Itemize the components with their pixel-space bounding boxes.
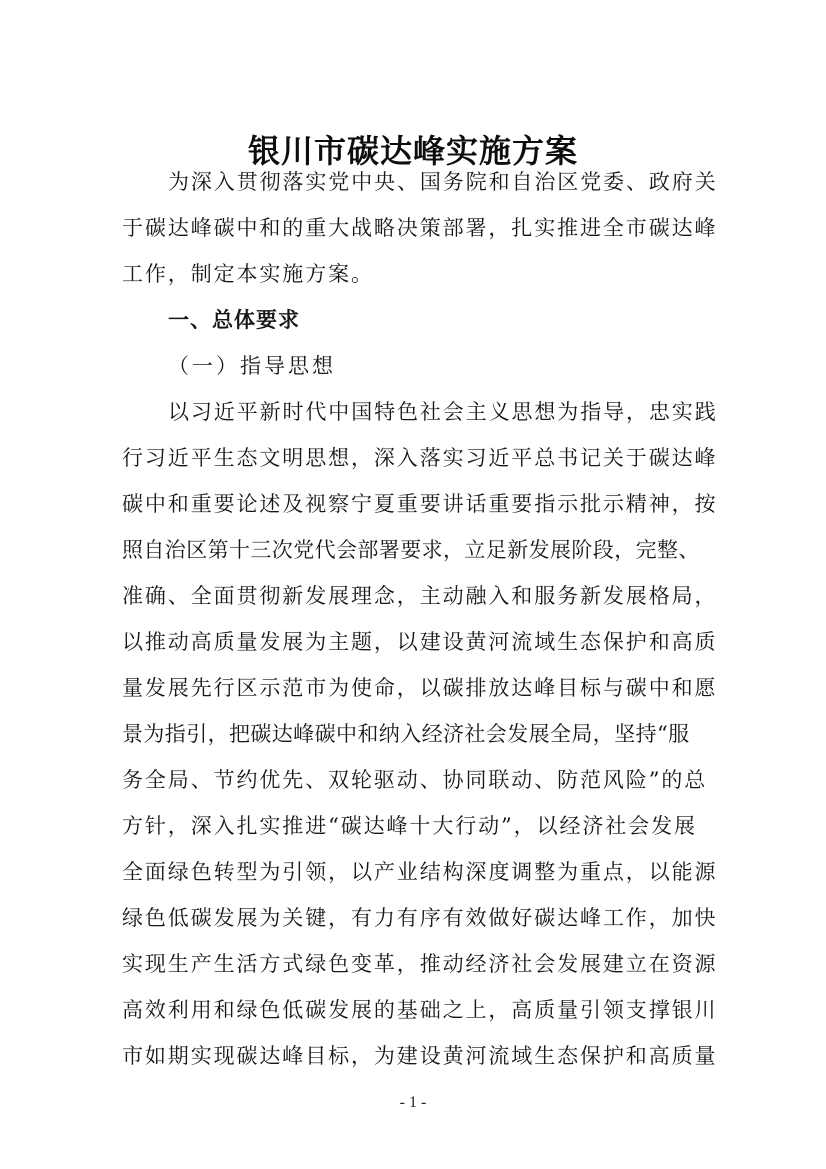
text-line: 市如期实现碳达峰目标，为建设黄河流域生态保护和高质量	[122, 1044, 718, 1068]
text-line: 工作，制定本实施方案。	[122, 262, 374, 286]
section-heading: 一、总体要求	[168, 308, 300, 332]
text-line: 于碳达峰碳中和的重大战略决策部署，扎实推进全市碳达峰	[122, 216, 718, 240]
text-line: 碳中和重要论述及视察宁夏重要讲话重要指示批示精神，按	[122, 492, 718, 516]
page-number: - 1 -	[399, 1094, 427, 1111]
text-line: 量发展先行区示范市为使命，以碳排放达峰目标与碳中和愿	[122, 676, 718, 700]
text-line: 景为指引，把碳达峰碳中和纳入经济社会发展全局，坚持“服	[122, 722, 690, 746]
intro-paragraph	[122, 159, 718, 297]
guiding-ideology-paragraph	[122, 389, 718, 1079]
text-line: 务全局、节约优先、双轮驱动、协同联动、防范风险”的总	[122, 768, 708, 792]
text-line: 方针，深入扎实推进“碳达峰十大行动”，以经济社会发展	[122, 814, 697, 838]
text-line: 行习近平生态文明思想，深入落实习近平总书记关于碳达峰	[122, 446, 718, 470]
text-line: 高效利用和绿色低碳发展的基础之上，高质量引领支撑银川	[122, 998, 718, 1022]
text-line: 照自治区第十三次党代会部署要求，立足新发展阶段，完整、	[122, 538, 700, 562]
text-line: 实现生产生活方式绿色变革，推动经济社会发展建立在资源	[122, 952, 718, 976]
text-line: 绿色低碳发展为关键，有力有序有效做好碳达峰工作，加快	[122, 906, 718, 930]
text-line: 以推动高质量发展为主题，以建设黄河流域生态保护和高质	[122, 630, 718, 654]
document-body	[122, 159, 718, 1079]
text-line: 为深入贯彻落实党中央、国务院和自治区党委、政府关	[168, 170, 718, 194]
subsection-heading: （一）指导思想	[168, 354, 336, 378]
text-line: 全面绿色转型为引领，以产业结构深度调整为重点，以能源	[122, 860, 718, 884]
text-line: 以习近平新时代中国特色社会主义思想为指导，忠实践	[168, 400, 718, 424]
document-title: 银川市碳达峰实施方案	[247, 132, 578, 171]
text-line: 准确、全面贯彻新发展理念，主动融入和服务新发展格局，	[122, 584, 718, 608]
